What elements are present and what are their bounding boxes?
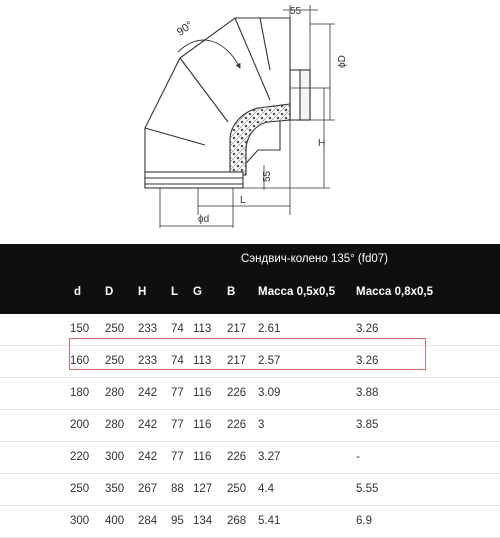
table-title-band [0,244,500,274]
table-cell: 3.85 [356,419,379,431]
table-cell: 77 [171,387,184,399]
col-L: L [171,286,179,298]
table-cell: 113 [193,355,212,367]
col-B: B [227,286,236,298]
table-cell: 116 [193,419,212,431]
dim-top-label: 55 [290,6,302,17]
table-row [0,474,500,506]
table-cell: 4.4 [258,483,274,495]
table-cell: 2.57 [258,355,281,367]
table-cell: 5.41 [258,515,281,527]
table-row [0,378,500,410]
table-cell: 250 [227,483,247,495]
table-cell: 6.9 [356,515,372,527]
table-cell: 127 [193,483,213,495]
spec-table [0,244,500,538]
table-cell: 217 [227,355,247,367]
table-cell: 88 [171,483,184,495]
dim-diameter-inner-label: ϕd [198,214,210,225]
table-cell: 226 [227,451,247,463]
table-row [0,506,500,538]
table-cell: 300 [105,451,125,463]
table-cell: 77 [171,419,184,431]
table-row [0,410,500,442]
table-cell: - [356,451,360,463]
table-cell: 3.26 [356,355,379,367]
table-row [0,346,500,378]
table-cell: 74 [171,355,184,367]
table-cell: 250 [105,355,125,367]
table-cell: 2.61 [258,323,281,335]
table-cell: 74 [171,323,184,335]
dim-diameter-inner [160,188,233,228]
table-cell: 3.26 [356,323,379,335]
table-cell: 3.09 [258,387,281,399]
table-cell: 116 [193,451,212,463]
table-cell: 284 [138,515,158,527]
table-row [0,442,500,474]
table-cell: 300 [70,515,90,527]
table-body [0,314,500,538]
table-cell: 250 [70,483,90,495]
table-cell: 150 [70,323,90,335]
table-cell: 280 [105,387,125,399]
angle-label: 90° [174,19,196,39]
table-cell: 226 [227,419,247,431]
table-cell: 250 [105,323,125,335]
elbow-outline [145,18,310,188]
dim-bottom-label: 55 [262,170,273,182]
dim-diameter-outer-label: ϕD [337,55,348,68]
table-cell: 77 [171,451,184,463]
col-G: G [193,286,202,298]
table-cell: 400 [105,515,125,527]
table-cell: 267 [138,483,158,495]
col-H: H [138,286,147,298]
dim-length-label: L [240,195,246,206]
elbow-technical-drawing [0,0,500,244]
table-cell: 3.88 [356,387,379,399]
table-cell: 160 [70,355,90,367]
table-cell: 116 [193,387,212,399]
col-mass-08: Масса 0,8x0,5 [356,286,434,298]
table-cell: 95 [171,515,184,527]
table-cell: 180 [70,387,90,399]
table-cell: 233 [138,355,158,367]
table-cell: 113 [193,323,212,335]
table-cell: 217 [227,323,247,335]
table-title: Сэндвич-колено 135° (fd07) [241,253,388,265]
table-cell: 280 [105,419,125,431]
col-D: D [105,286,114,298]
table-cell: 134 [193,515,213,527]
dim-diameter-outer [310,24,335,120]
table-cell: 220 [70,451,90,463]
table-cell: 268 [227,515,247,527]
table-cell: 242 [138,419,158,431]
table-cell: 233 [138,323,158,335]
table-cell: 5.55 [356,483,379,495]
table-cell: 200 [70,419,90,431]
dim-height-label: H [318,138,326,149]
table-cell: 3 [258,419,265,431]
table-cell: 226 [227,387,247,399]
table-row [0,314,500,346]
col-mass-05: Масса 0,5x0,5 [258,286,336,298]
table-cell: 3.27 [258,451,281,463]
col-d: d [74,286,82,298]
table-cell: 242 [138,451,158,463]
table-cell: 242 [138,387,158,399]
table-cell: 350 [105,483,125,495]
table-header-row [0,274,500,314]
